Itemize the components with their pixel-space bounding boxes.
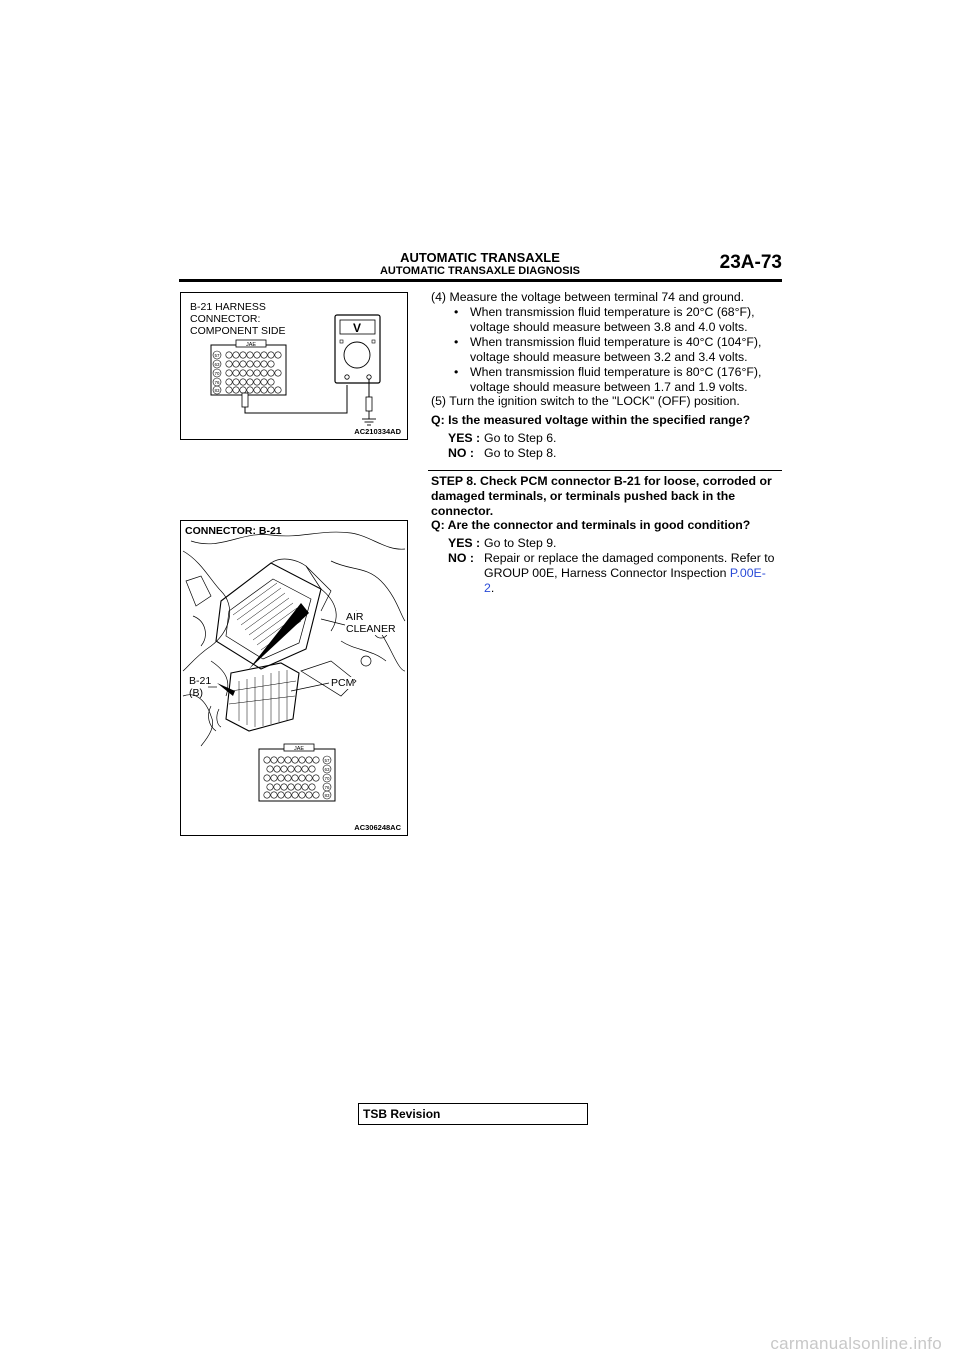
yes-label-2: YES : — [448, 536, 481, 550]
no-label-2: NO : — [448, 551, 474, 565]
fig2-pin-83: 83 — [324, 793, 330, 798]
step8-line2: damaged terminals, or terminals pushed back in the — [431, 489, 736, 503]
yes-label-1: YES : — [448, 431, 481, 445]
no-label-1: NO : — [448, 446, 474, 460]
fig1-pin-57: 57 — [214, 353, 220, 358]
ref-link-00e-page[interactable]: 2 — [484, 581, 491, 595]
voltmeter-icon — [335, 315, 380, 383]
tsb-revision-box — [358, 1103, 588, 1125]
bullet-2-line2: voltage should measure between 3.2 and 3.4 volts. — [470, 350, 748, 364]
fig2-pin-76: 76 — [324, 785, 330, 790]
ground-probe — [366, 397, 372, 411]
bullet-3-line1: When transmission fluid temperature is 80°C (176°F), — [470, 365, 762, 379]
fig1-pin-63: 63 — [214, 362, 220, 367]
yes-answer-2: Go to Step 9. — [484, 536, 557, 550]
fig1-pin-70: 70 — [214, 371, 220, 376]
bullet-2: • When transmission fluid temperature is 40°C (104°F), voltage should measure between 3.2 and 3.4 volts. — [454, 335, 762, 364]
figure-connector-location — [180, 520, 408, 836]
step4-intro: (4) Measure the voltage between terminal 74 and ground. — [431, 290, 745, 304]
yes-answer-1: Go to Step 6. — [484, 431, 557, 445]
step8-line1: STEP 8. Check PCM connector B-21 for loose, corroded or — [431, 474, 772, 488]
question-1: Q: Is the measured voltage within the specified range? — [431, 413, 751, 427]
step-divider — [428, 470, 782, 471]
tsb-revision-label: TSB Revision — [363, 1107, 441, 1121]
no-answer-2-end: . — [490, 581, 495, 595]
fig2-air-line2: CLEANER — [346, 623, 396, 635]
fig2-b21-line2: (B) — [189, 687, 203, 699]
step8-heading — [431, 474, 772, 519]
page-number: 23A-73 — [719, 252, 782, 273]
bullet-1-line2: voltage should measure between 3.8 and 4.0 volts. — [470, 320, 748, 334]
no-answer-2-line2: GROUP 00E, Harness Connector Inspection — [484, 566, 730, 580]
no-answer-2 — [484, 551, 782, 596]
meter-symbol: V — [352, 321, 362, 335]
step8-line3: connector. — [431, 504, 494, 518]
fig1-label-line1: B-21 HARNESS — [190, 301, 266, 313]
fig2-pcm-label: PCM — [331, 677, 355, 689]
ref-link-00e[interactable]: P.00E- — [729, 566, 766, 580]
fig2-pin-63: 63 — [324, 767, 330, 772]
fig1-pin-76: 76 — [214, 380, 220, 385]
fig2-pin-70: 70 — [324, 776, 330, 781]
bullet-1: • When transmission fluid temperature is 20°C (68°F), voltage should measure between 3.8 and 4.0 volts. — [454, 305, 755, 334]
bullet-1-line1: When transmission fluid temperature is 20°C (68°F), — [470, 305, 755, 319]
watermark: carmanualsonline.info — [770, 1334, 942, 1353]
no-answer-1: Go to Step 8. — [484, 446, 557, 460]
header-rule — [179, 279, 782, 282]
probe-tip — [242, 393, 248, 407]
fig1-label-line3: COMPONENT SIDE — [190, 325, 286, 337]
bullet-2-line1: When transmission fluid temperature is 40°C (104°F), — [470, 335, 762, 349]
engine-bay-illustration — [181, 521, 407, 835]
fig1-id: AC210334AD — [354, 427, 401, 436]
fig2-pin-57: 57 — [324, 758, 330, 763]
step5: (5) Turn the ignition switch to the "LOCK" (OFF) position. — [431, 394, 740, 408]
fig2-jae-tag: JAE — [293, 746, 305, 752]
figure-voltmeter — [180, 292, 408, 440]
section-subtitle: AUTOMATIC TRANSAXLE DIAGNOSIS — [379, 265, 581, 277]
voltmeter-diagram — [181, 293, 407, 439]
fig1-label-line2: CONNECTOR: — [190, 313, 261, 325]
fig2-air-line1: AIR — [346, 611, 364, 623]
section-title: AUTOMATIC TRANSAXLE — [400, 250, 560, 265]
fig1-pin-83: 83 — [214, 388, 220, 393]
question-2: Q: Are the connector and terminals in good condition? — [431, 518, 751, 532]
fig1-jae-tag: JAE — [245, 342, 257, 348]
bullet-3-line2: voltage should measure between 1.7 and 1.9 volts. — [470, 380, 748, 394]
harness-connector-drawing — [211, 340, 286, 395]
fig2-b21-line1: B-21 — [189, 675, 212, 687]
fig2-title: CONNECTOR: B-21 — [185, 525, 282, 537]
pcm-connector-drawing — [259, 744, 335, 801]
connector-arrow-icon — [217, 683, 235, 696]
fig2-id: AC306248AC — [354, 823, 401, 832]
no-answer-2-line1: Repair or replace the damaged components. Refer to — [484, 551, 775, 565]
ground-icon — [362, 411, 376, 425]
bullet-3: • When transmission fluid temperature is 80°C (176°F), voltage should measure between 1.7 and 1.9 volts. — [454, 365, 762, 394]
